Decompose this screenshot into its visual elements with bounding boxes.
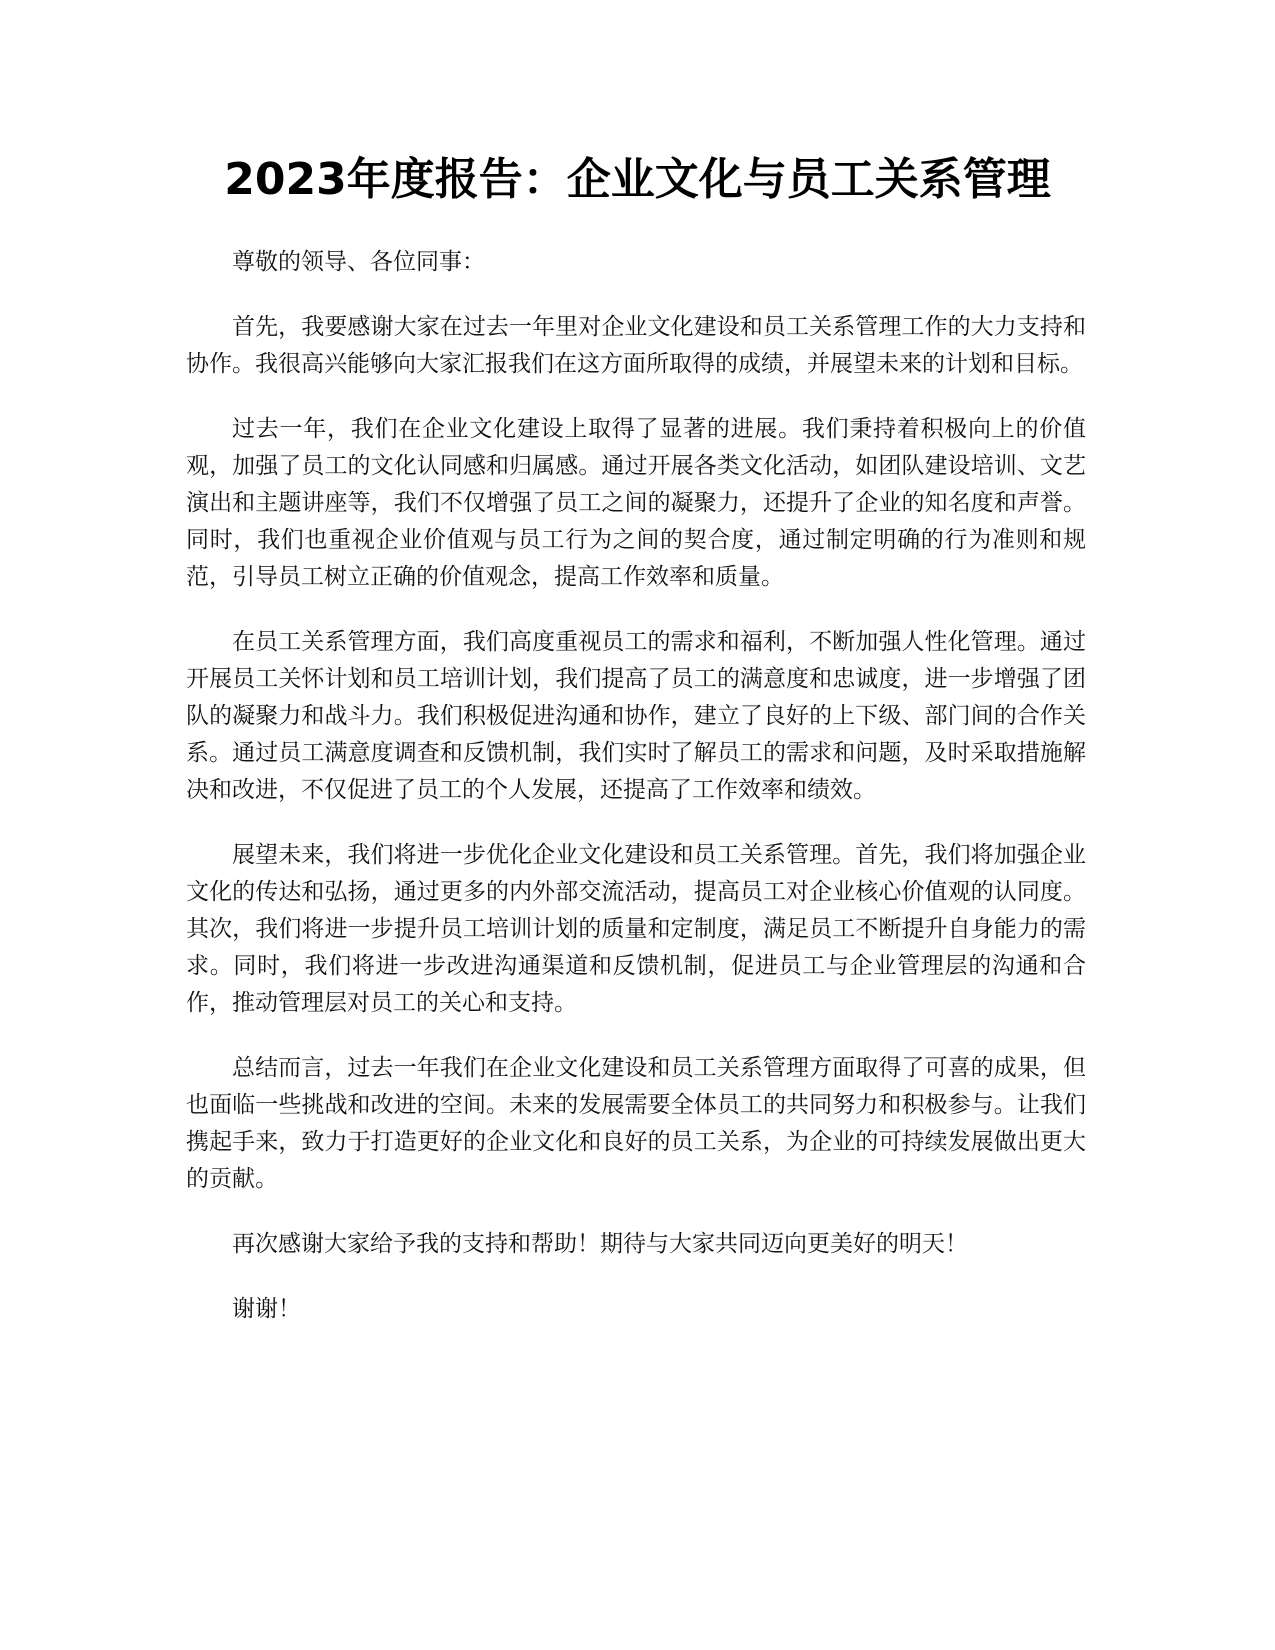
document-title: 2023年度报告：企业文化与员工关系管理: [224, 154, 1051, 205]
paragraph-culture-progress: 过去一年，我们在企业文化建设上取得了显著的进展。我们秉持着积极向上的价值观，加强了员工的文化认同感和归属感。通过开展各类文化活动，如团队建设培训、文艺演出和主题讲座等，我们不仅增强了员工之间的凝聚力，还提升了企业的知名度和声誉。同时，我们也重视企业价值观与员工行为之间的契合度，通过制定明确的行为准则和规范，引导员工树立正确的价值观念，提高工作效率和质量。: [186, 416, 1086, 590]
document-body: [186, 244, 1086, 1356]
paragraph-closing-thanks: 再次感谢大家给予我的支持和帮助！期待与大家共同迈向更美好的明天！: [232, 1231, 968, 1257]
paragraph-employee-relations: 在员工关系管理方面，我们高度重视员工的需求和福利，不断加强人性化管理。通过开展员工关怀计划和员工培训计划，我们提高了员工的满意度和忠诚度，进一步增强了团队的凝聚力和战斗力。我们积极促进沟通和协作，建立了良好的上下级、部门间的合作关系。通过员工满意度调查和反馈机制，我们实时了解员工的需求和问题，及时采取措施解决和改进，不仅促进了员工的个人发展，还提高了工作效率和绩效。: [186, 629, 1086, 803]
paragraph-salutation: 尊敬的领导、各位同事：: [232, 249, 485, 275]
paragraph-thanks: 首先，我要感谢大家在过去一年里对企业文化建设和员工关系管理工作的大力支持和协作。我很高兴能够向大家汇报我们在这方面所取得的成绩，并展望未来的计划和目标。: [186, 314, 1086, 377]
paragraph-signoff: 谢谢！: [232, 1296, 301, 1322]
paragraph-outlook: 展望未来，我们将进一步优化企业文化建设和员工关系管理。首先，我们将加强企业文化的传达和弘扬，通过更多的内外部交流活动，提高员工对企业核心价值观的认同度。其次，我们将进一步提升员工培训计划的质量和定制度，满足员工不断提升自身能力的需求。同时，我们将进一步改进沟通渠道和反馈机制，促进员工与企业管理层的沟通和合作，推动管理层对员工的关心和支持。: [186, 842, 1086, 1016]
paragraph-summary: 总结而言，过去一年我们在企业文化建设和员工关系管理方面取得了可喜的成果，但也面临一些挑战和改进的空间。未来的发展需要全体员工的共同努力和积极参与。让我们携起手来，致力于打造更好的企业文化和良好的员工关系，为企业的可持续发展做出更大的贡献。: [186, 1055, 1086, 1192]
